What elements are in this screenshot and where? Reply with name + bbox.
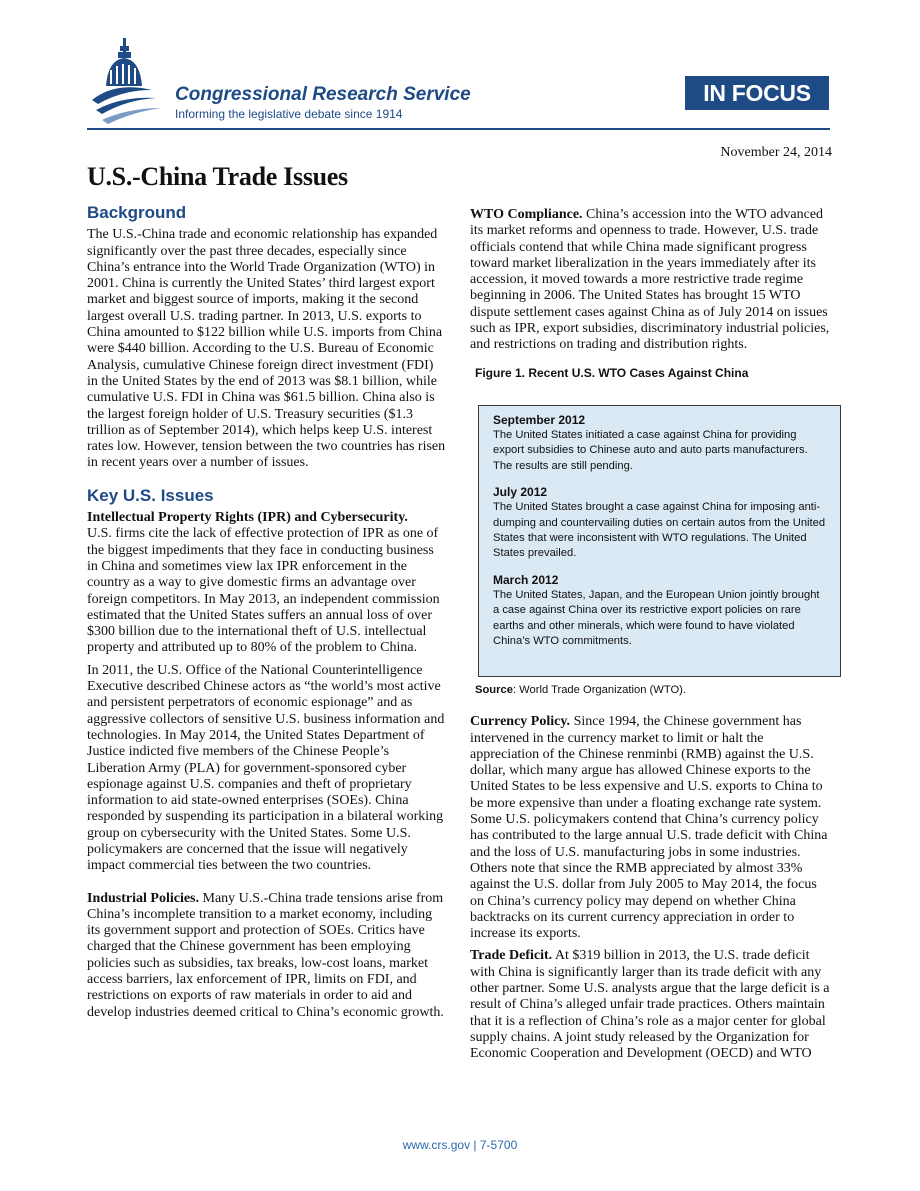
publication-date: November 24, 2014 xyxy=(720,145,832,160)
crs-logo xyxy=(92,38,492,130)
industrial-paragraph xyxy=(87,891,447,1021)
figure-entry-date: March 2012 xyxy=(493,572,559,587)
figure-entry-text: The United States brought a case against China for imposing anti-dumping and countervailing duties on certain autos from the United States that were inconsistent with WTO regulations. The United States prevailed. xyxy=(493,501,826,560)
industrial-lead: Industrial Policies. xyxy=(87,890,200,906)
currency-paragraph xyxy=(470,714,830,942)
figure-entry-text: The United States, Japan, and the European Union jointly brought a case against China over its restrictive export policies on rare earths and other minerals, which were found to have violated China’s WTO commitments. xyxy=(493,588,820,648)
industrial-text: Many U.S.-China trade tensions arise from China’s incomplete transition to a market economy, including its government support and protection of SOEs. Critics have charged that the Chinese government has been employing policies such as subsidies, tax breaks, low-cost loans, market access barriers, lax enforcement of IPR, limits on FDI, and restrictions on exports of raw materials in order to aid and develop industries deemed critical to China’s economic growth. xyxy=(87,890,444,1020)
figure-entry xyxy=(493,572,828,650)
currency-text: Since 1994, the Chinese government has intervened in the currency market to limit or halt the appreciation of the Chinese renminbi (RMB) against the U.S. dollar, which many argue has allowed Chinese exports to the United States to be less expensive and U.S. exports to China to be more expensive than under a floating exchange rate system. Some U.S. policymakers contend that China’s currency policy has contributed to the large annual U.S. trade deficit with China and the loss of U.S. manufacturing jobs in some industries. Others note that since the RMB appreciated by almost 33% against the U.S. dollar from July 2005 to May 2014, the focus on China’s currency policy may depend on whether China backtracks on its current currency appreciation in order to increase its exports. xyxy=(470,714,828,942)
ipr-paragraph xyxy=(87,510,447,657)
figure-entry xyxy=(493,412,828,474)
capitol-dome-icon xyxy=(92,38,178,128)
trade-deficit-lead: Trade Deficit. xyxy=(470,948,553,964)
key-issues-heading: Key U.S. Issues xyxy=(87,485,214,505)
figure-title: Figure 1. Recent U.S. WTO Cases Against China xyxy=(475,365,749,380)
org-tagline: Informing the legislative debate since 1914 xyxy=(175,107,403,121)
figure-entry-text: The United States initiated a case against China for providing export subsidies to Chinese auto and auto parts manufacturers. The results are still pending. xyxy=(493,428,808,472)
header-divider xyxy=(87,128,830,130)
ipr-text: U.S. firms cite the lack of effective protection of IPR as one of the biggest impediments that they face in conducting business in China and sometimes view lax IPR enforcement in the country as a way to give domestic firms an advantage over foreign competitors. In May 2013, an independent commission estimated that the United States suffers an annual loss of over $300 billion due to the international theft of U.S. intellectual property and attributed up to 80% of the problem to China. xyxy=(87,526,440,656)
figure-entry-date: July 2012 xyxy=(493,485,548,500)
footer-link[interactable]: www.crs.gov | 7-5700 xyxy=(402,1138,518,1152)
in-focus-badge: IN FOCUS xyxy=(685,76,829,110)
figure-source-text: : World Trade Organization (WTO). xyxy=(512,683,686,696)
wto-lead: WTO Compliance. xyxy=(470,207,583,222)
org-name: Congressional Research Service xyxy=(175,84,471,105)
figure-entry-date: September 2012 xyxy=(493,412,586,427)
wto-paragraph xyxy=(470,207,830,354)
right-column xyxy=(470,207,830,1069)
background-paragraph: The U.S.-China trade and economic relationship has expanded significantly over the past three decades, especially since China’s entrance into the World Trade Organization (WTO) in 2001. China is currently the United States’ third largest export market and biggest source of imports, making it the second largest overall U.S. trading partner. In 2013, U.S. exports to China amounted to $122 billion while U.S. imports from China were $440 billion. According to the U.S. Bureau of Economic Analysis, cumulative Chinese foreign direct investment (FDI) in the United States by the end of 2013 was $8.1 billion, while cumulative U.S. FDI in China was $61.5 billion. China also is the largest foreign holder of U.S. Treasury securities ($1.3 trillion as of September 2014), which helps keep U.S. interest rates low. However, tension between the two countries has risen in recent years over a number of issues. xyxy=(87,227,446,471)
page-title: U.S.-China Trade Issues xyxy=(87,162,348,191)
left-column xyxy=(87,205,447,1027)
currency-lead: Currency Policy. xyxy=(470,714,571,730)
figure-box xyxy=(478,405,841,677)
cybersecurity-paragraph: In 2011, the U.S. Office of the National Counterintelligence Executive described Chinese actors as “the world’s most active and persistent perpetrators of economic espionage” and as aggressive collectors of sensitive U.S. business information and technologies. In May 2014, the United States Department of Justice indicted five members of the Chinese People’s Liberation Army (PLA) for government-sponsored cyber espionage against U.S. companies and theft of proprietary information to aid state-owned enterprises (SOEs). China responded by suspending its participation in a bilateral working group on cybersecurity with the United States. Some U.S. policymakers are concerned that the issue will negatively impact commercial ties between the two countries. xyxy=(87,662,445,874)
figure-source xyxy=(475,682,830,698)
ipr-lead: Intellectual Property Rights (IPR) and Cybersecurity. xyxy=(87,510,408,526)
background-heading: Background xyxy=(87,203,187,222)
figure-entry xyxy=(493,484,828,562)
wto-text: China’s accession into the WTO advanced its market reforms and openness to trade. However, U.S. trade officials contend that while China made significant progress toward market liberalization in the years immediately after its accession, it moved towards a more restrictive trade regime beginning in 2006. The United States has brought 15 WTO dispute settlement cases against China as of July 2014 on issues such as IPR, export subsidies, discriminatory industrial policies, and restrictions on trading and distribution rights. xyxy=(470,207,830,353)
trade-deficit-paragraph xyxy=(470,948,830,1062)
figure-source-label: Source xyxy=(475,683,513,696)
trade-deficit-text: At $319 billion in 2013, the U.S. trade deficit with China is significantly larger than its trade deficit with any other partner. Some U.S. analysts argue that the large deficit is a result of China’s alleged unfair trade practices. Others maintain that it is a reflection of China’s role as a major center for global supply chains. A joint study released by the Organization for Economic Cooperation and Development (OECD) and WTO xyxy=(470,948,830,1062)
